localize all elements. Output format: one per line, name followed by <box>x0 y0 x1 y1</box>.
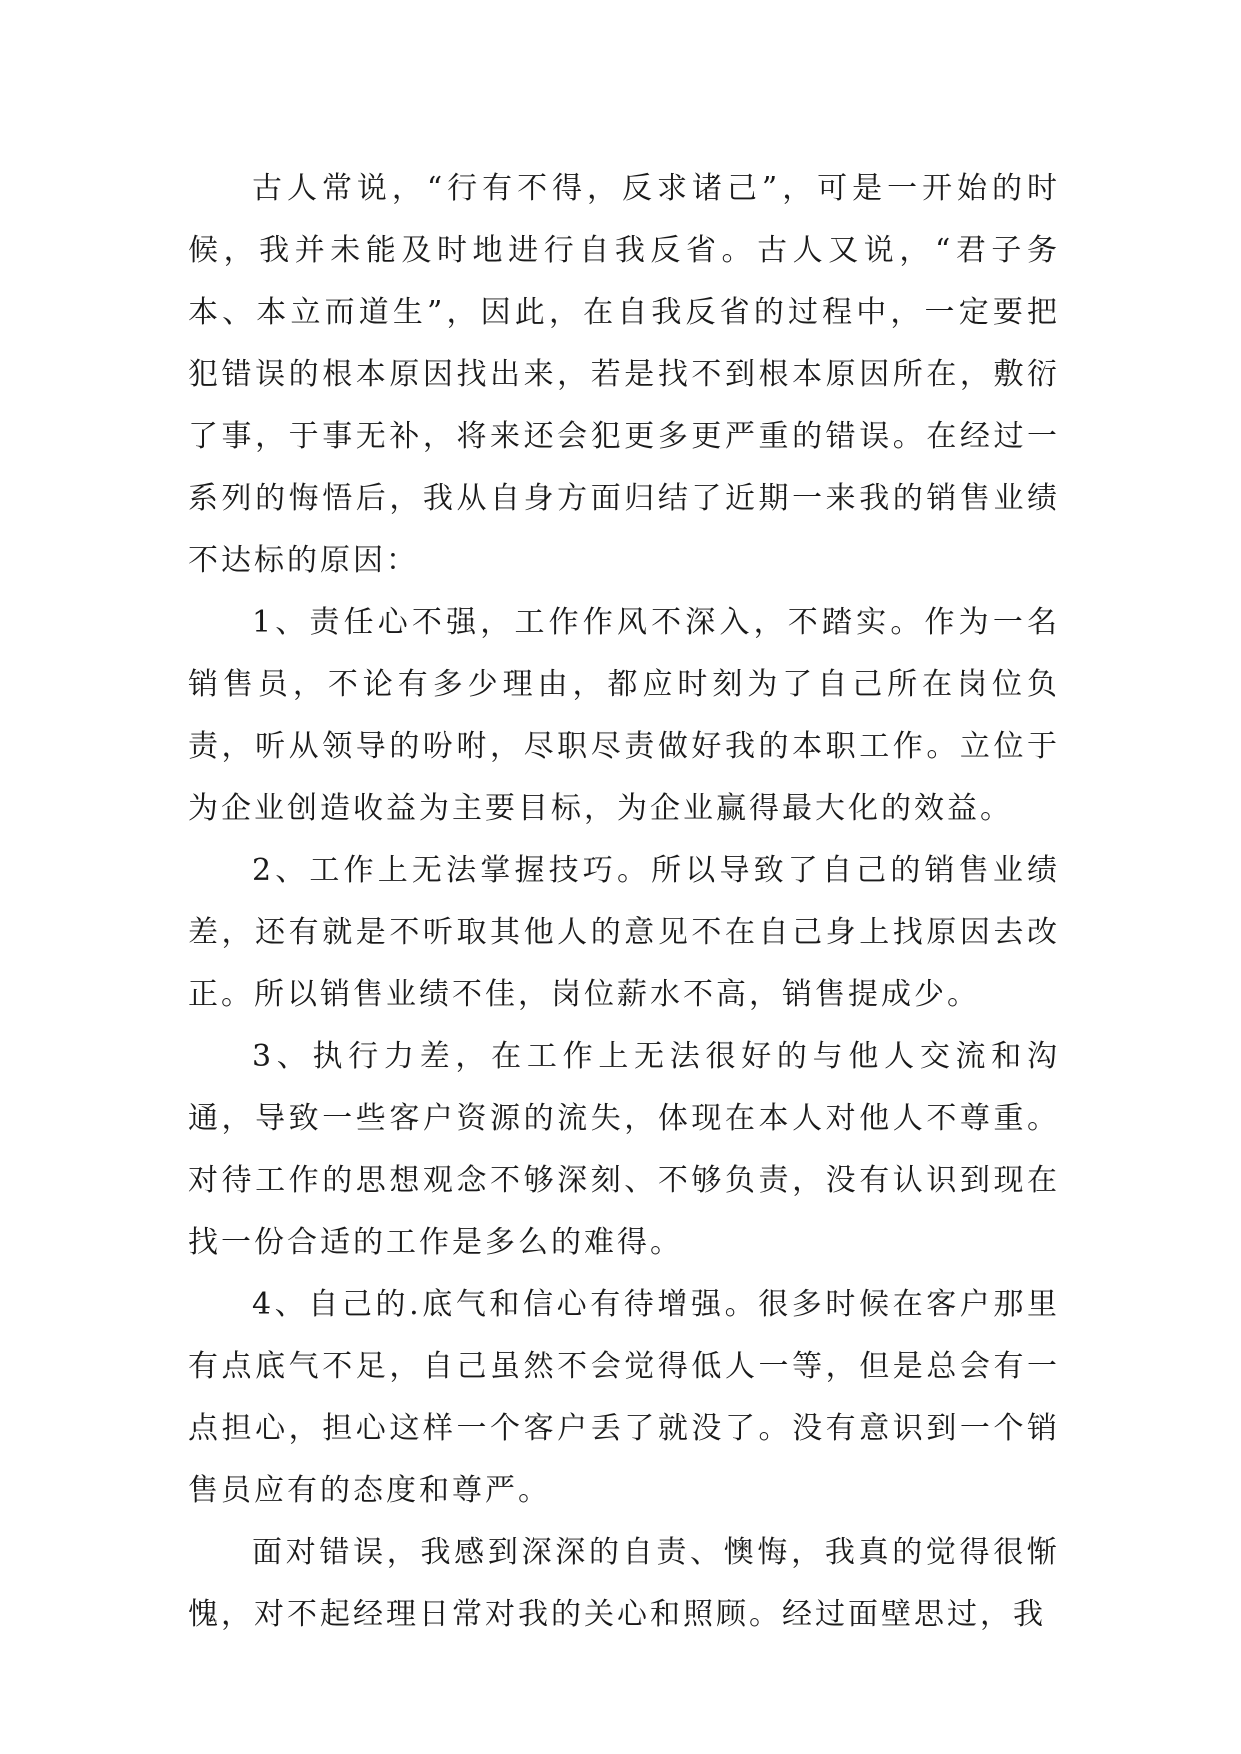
paragraph-conclusion: 面对错误，我感到深深的自责、懊悔，我真的觉得很惭愧，对不起经理日常对我的关心和照顾。经过面壁思过，我 <box>188 1535 1060 1632</box>
paragraph-intro: 古人常说，“行有不得，反求诸己”，可是一开始的时候，我并未能及时地进行自我反省。古人又说，“君子务本、本立而道生”，因此，在自我反省的过程中，一定要把犯错误的根本原因找出来，若是找不到根本原因所在，敷衍了事，于事无补，将来还会犯更多更严重的错误。在经过一系列的悔悟后，我从自身方面归结了近期一来我的销售业绩不达标的原因： <box>188 171 1060 578</box>
paragraph-reason-3: 3、执行力差，在工作上无法很好的与他人交流和沟通，导致一些客户资源的流失，体现在本人对他人不尊重。对待工作的思想观念不够深刻、不够负责，没有认识到现在找一份合适的工作是多么的难得。 <box>188 1039 1060 1260</box>
paragraph-reason-1: 1、责任心不强，工作作风不深入，不踏实。作为一名销售员，不论有多少理由，都应时刻为了自己所在岗位负责，听从领导的吩咐，尽职尽责做好我的本职工作。立位于为企业创造收益为主要目标，为企业赢得最大化的效益。 <box>188 605 1060 826</box>
document-body <box>188 158 1060 1646</box>
paragraph-reason-4: 4、自己的.底气和信心有待增强。很多时候在客户那里有点底气不足，自己虽然不会觉得低人一等，但是总会有一点担心，担心这样一个客户丢了就没了。没有意识到一个销售员应有的态度和尊严。 <box>188 1287 1060 1508</box>
paragraph-reason-2: 2、工作上无法掌握技巧。所以导致了自己的销售业绩差，还有就是不听取其他人的意见不在自己身上找原因去改正。所以销售业绩不佳，岗位薪水不高，销售提成少。 <box>188 853 1060 1012</box>
